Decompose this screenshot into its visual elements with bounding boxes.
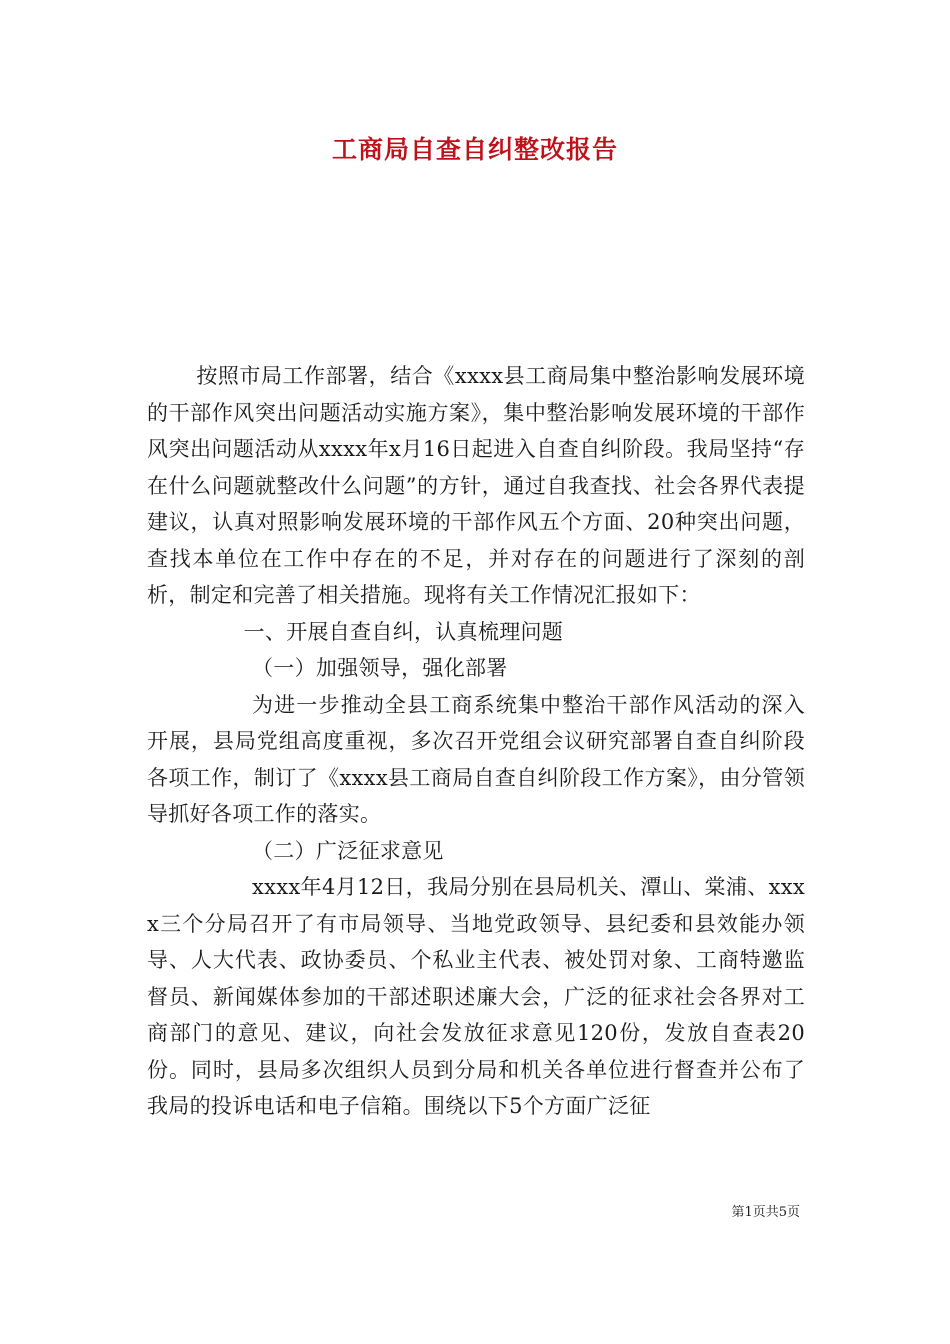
intro-paragraph: 按照市局工作部署，结合《xxxx县工商局集中整治影响发展环境的干部作风突出问题活动实施方案》，集中整治影响发展环境的干部作风突出问题活动从xxxx年x月16日起进入自查自纠阶段。我局坚持“存在什么问题就整改什么问题”的方针，通过自我查找、社会各界代表提建议，认真对照影响发展环境的干部作风五个方面、20种突出问题，查找本单位在工作中存在的不足，并对存在的问题进行了深刻的剖析，制定和完善了相关措施。现将有关工作情况汇报如下： [147, 364, 805, 607]
subsection-paragraph-2: xxxx年4月12日，我局分别在县局机关、潭山、棠浦、xxxx三个分局召开了有市局领导、当地党政领导、县纪委和县效能办领导、人大代表、政协委员、个私业主代表、被处罚对象、工商特邀监督员、新闻媒体参加的干部述职述廉大会，广泛的征求社会各界对工商部门的意见、建议，向社会发放征求意见120份，发放自查表20份。同时，县局多次组织人员到分局和机关各单位进行督查并公布了我局的投诉电话和电子信箱。围绕以下5个方面广泛征 [147, 875, 805, 1118]
page-number-footer: 第1页共5页 [731, 1205, 800, 1220]
subsection-paragraph-1: 为进一步推动全县工商系统集中整治干部作风活动的深入开展，县局党组高度重视，多次召开党组会议研究部署自查自纠阶段各项工作，制订了《xxxx县工商局自查自纠阶段工作方案》，由分管领导抓好各项工作的落实。 [147, 692, 805, 826]
subsection-heading-1: （一）加强领导，强化部署 [252, 656, 508, 680]
subsection-heading-2: （二）广泛征求意见 [252, 838, 444, 863]
section-heading-1: 一、开展自查自纠，认真梳理问题 [243, 619, 564, 644]
document-body [147, 358, 805, 1125]
document-title: 工商局自查自纠整改报告 [331, 135, 618, 164]
